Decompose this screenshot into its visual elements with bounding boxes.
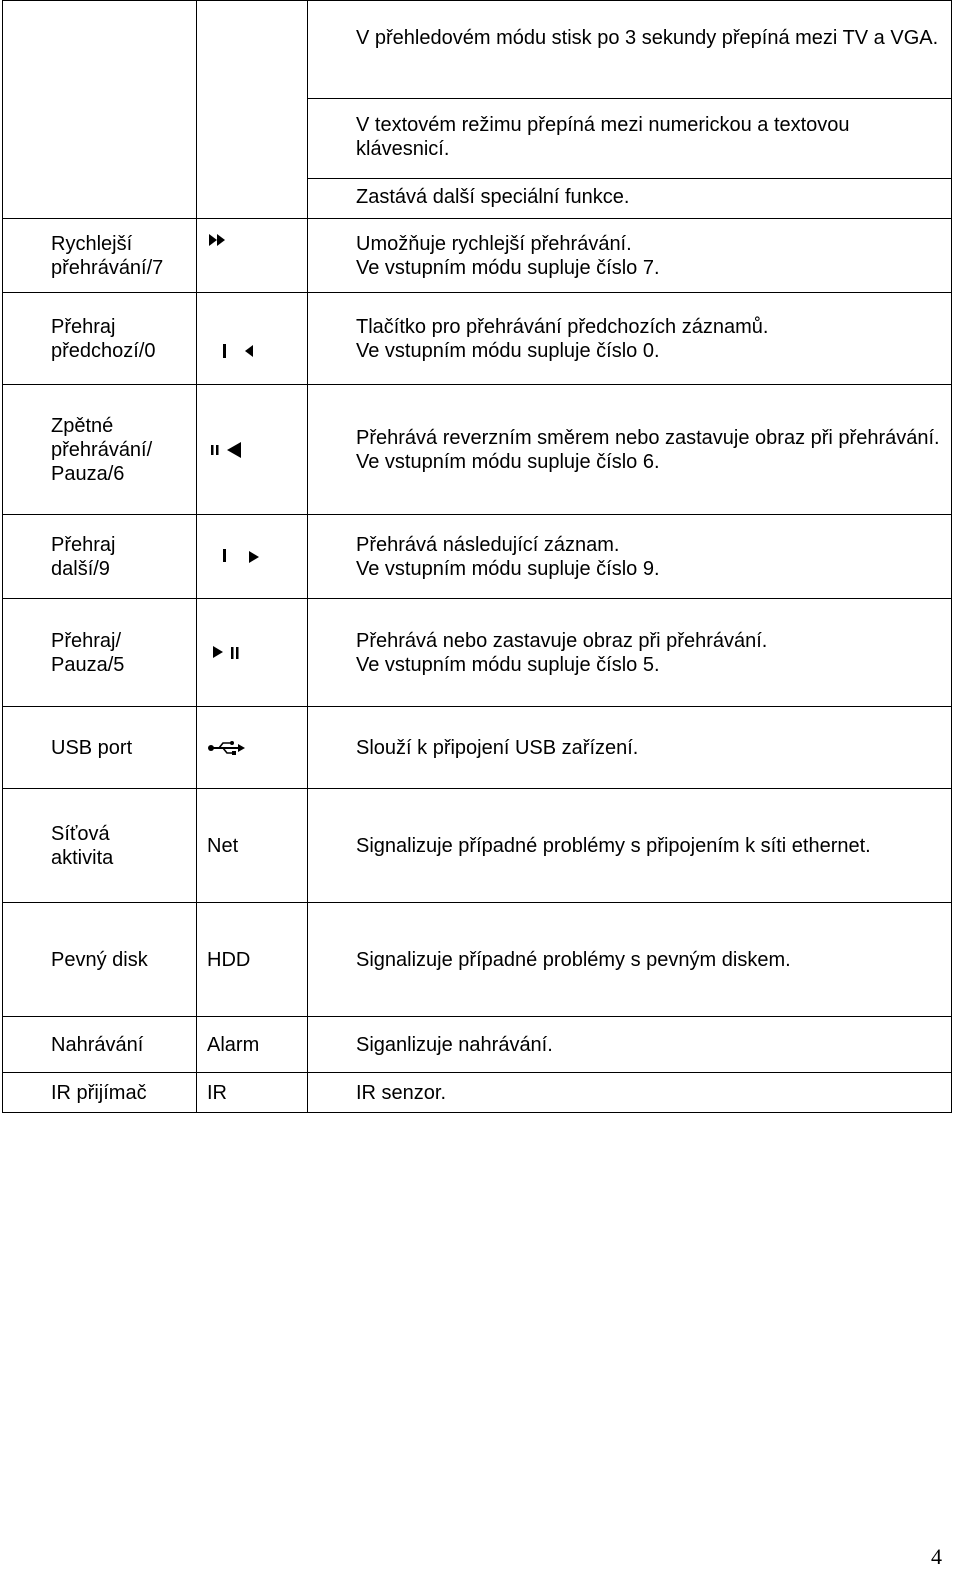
button-name-cell	[3, 599, 197, 707]
indicator-label: IR	[207, 1081, 227, 1104]
table-row	[3, 385, 952, 515]
description-text: Ve vstupním módu supluje číslo 0.	[356, 339, 660, 362]
port-name: USB port	[51, 736, 133, 759]
table-row	[3, 789, 952, 903]
description-text: Přehrává následující záznam.	[356, 533, 620, 556]
indicator-label: Net	[207, 834, 239, 857]
indicator-name-cell	[3, 1017, 197, 1073]
button-name: předchozí/0	[51, 339, 156, 362]
fast-forward-icon	[207, 232, 307, 248]
table-row	[3, 599, 952, 707]
button-name-cell	[3, 293, 197, 385]
button-name: přehrávání/	[51, 438, 153, 461]
description-cell	[308, 1073, 952, 1113]
description-text: Ve vstupním módu supluje číslo 9.	[356, 557, 660, 580]
table-row	[3, 293, 952, 385]
button-name-cell	[3, 707, 197, 789]
next-track-icon	[207, 547, 307, 567]
description-text: Siganlizuje nahrávání.	[356, 1033, 553, 1056]
indicator-label: HDD	[207, 948, 251, 971]
description-cell	[308, 515, 952, 599]
function-table	[2, 0, 952, 1113]
indicator-name-cell	[3, 1073, 197, 1113]
button-name: Pauza/6	[51, 462, 125, 485]
description-cell	[308, 1, 952, 219]
description-cell	[308, 219, 952, 293]
indicator-label: Alarm	[207, 1033, 260, 1056]
description-block	[308, 2, 951, 98]
button-name-cell	[3, 1, 197, 219]
description-text: Umožňuje rychlejší přehrávání.	[356, 232, 632, 255]
button-name-cell	[3, 385, 197, 515]
button-name: Rychlejší	[51, 232, 133, 255]
button-name: Zpětné	[51, 414, 114, 437]
description-text: Tlačítko pro přehrávání předchozích záznamů.	[356, 315, 769, 338]
table-row	[3, 515, 952, 599]
indicator-name: Pevný disk	[51, 948, 148, 971]
icon-cell	[197, 1, 308, 219]
description-text: V přehledovém módu stisk po 3 sekundy přepíná mezi TV a VGA.	[356, 26, 939, 49]
button-name: Přehraj	[51, 533, 116, 556]
usb-icon	[207, 740, 307, 756]
description-text: Signalizuje případné problémy s pevným diskem.	[356, 948, 791, 971]
table-row	[3, 903, 952, 1017]
reverse-play-pause-icon	[207, 440, 307, 460]
icon-cell	[197, 599, 308, 707]
description-block	[308, 178, 951, 218]
button-name: Pauza/5	[51, 653, 125, 676]
button-name-cell	[3, 515, 197, 599]
description-cell	[308, 293, 952, 385]
description-cell	[308, 599, 952, 707]
button-name-cell	[3, 219, 197, 293]
button-name: další/9	[51, 557, 110, 580]
indicator-label-cell	[197, 1017, 308, 1073]
description-text: Signalizuje případné problémy s připojením k síti ethernet.	[356, 834, 871, 857]
description-text: IR senzor.	[356, 1081, 447, 1104]
indicator-name-cell	[3, 903, 197, 1017]
indicator-name: Nahrávání	[51, 1033, 144, 1056]
description-text: V textovém režimu přepíná mezi numerickou a textovou klávesnicí.	[356, 113, 850, 160]
icon-cell	[197, 293, 308, 385]
description-cell	[308, 1017, 952, 1073]
button-name: přehrávání/7	[51, 256, 164, 279]
description-text: Přehrává nebo zastavuje obraz při přehrávání.	[356, 629, 768, 652]
description-cell	[308, 903, 952, 1017]
table-row	[3, 707, 952, 789]
button-name: Přehraj/	[51, 629, 122, 652]
description-text: Ve vstupním módu supluje číslo 6.	[356, 450, 660, 473]
description-text: Slouží k připojení USB zařízení.	[356, 736, 639, 759]
play-pause-icon	[207, 643, 307, 663]
table-row	[3, 219, 952, 293]
indicator-name: IR přijímač	[51, 1081, 147, 1104]
table-row	[3, 1017, 952, 1073]
indicator-name: aktivita	[51, 846, 114, 869]
indicator-name-cell	[3, 789, 197, 903]
previous-track-icon	[207, 342, 307, 360]
indicator-name: Síťová	[51, 822, 110, 845]
icon-cell	[197, 707, 308, 789]
description-cell	[308, 707, 952, 789]
page-number: 4	[931, 1544, 942, 1569]
indicator-label-cell	[197, 1073, 308, 1113]
indicator-label-cell	[197, 903, 308, 1017]
description-block	[308, 98, 951, 178]
icon-cell	[197, 515, 308, 599]
description-text: Ve vstupním módu supluje číslo 5.	[356, 653, 660, 676]
description-text: Ve vstupním módu supluje číslo 7.	[356, 256, 660, 279]
description-cell	[308, 385, 952, 515]
table-row	[3, 1073, 952, 1113]
indicator-label-cell	[197, 789, 308, 903]
table-row	[3, 1, 952, 219]
button-name: Přehraj	[51, 315, 116, 338]
description-text: Přehrává reverzním směrem nebo zastavuje obraz při přehrávání.	[356, 426, 940, 449]
icon-cell	[197, 385, 308, 515]
description-cell	[308, 789, 952, 903]
icon-cell	[197, 219, 308, 293]
description-text: Zastává další speciální funkce.	[356, 185, 630, 208]
